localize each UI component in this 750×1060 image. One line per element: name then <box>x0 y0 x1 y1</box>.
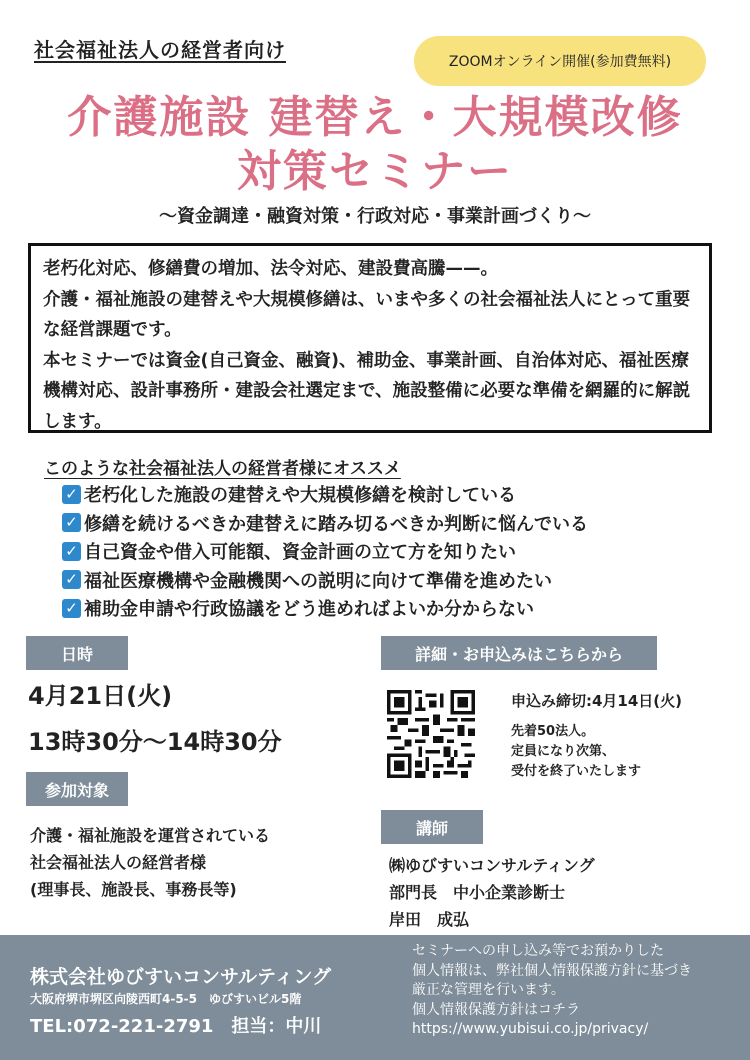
company-address: 大阪府堺市堺区向陵西町4-5-5 ゆびすいビル5階 <box>30 992 302 1006</box>
intro-line: 本セミナーでは資金(自己資金、融資)、補助金、事業計画、自治体対応、福祉医療機構対応、設計事務所・建設会社選定まで、施設整備に必要な準備を網羅的に解説します。 <box>43 350 691 432</box>
recommend-item <box>62 509 588 538</box>
lecturer-line: ㈱ゆびすいコンサルティング <box>389 856 595 875</box>
schedule-label: 日時 <box>26 636 128 670</box>
capacity-line: 先着50法人。 <box>511 724 595 739</box>
lecturer-info <box>389 852 595 933</box>
privacy-line: 厳正な管理を行います。 <box>412 982 565 998</box>
privacy-line: 個人情報保護方針はコチラ <box>412 1001 580 1018</box>
privacy-line: セミナーへの申し込み等でお預かりした <box>412 943 664 959</box>
capacity-line: 受付を終了いたします <box>511 764 642 779</box>
privacy-note <box>412 942 692 1040</box>
recommend-item-label: 自己資金や借入可能額、資金計画の立て方を知りたい <box>84 542 516 564</box>
target-line: 社会福祉法人の経営者様 <box>30 853 207 872</box>
capacity-note <box>511 722 641 782</box>
company-tel: TEL:072-221-2791 担当：中川 <box>30 1016 322 1037</box>
intro-line: 介護・福祉施設の建替えや大規模修繕は、いまや多くの社会福祉法人にとって重要な経営課題です。 <box>43 289 691 340</box>
privacy-line: 個人情報は、弊社個人情報保護方針に基づき <box>412 962 692 979</box>
recommend-item-label: 補助金申請や行政協議をどう進めればよいか分からない <box>84 599 534 621</box>
seminar-title-line2: 対策セミナー <box>237 146 513 197</box>
online-badge: ZOOMオンライン開催(参加費無料) <box>414 36 706 86</box>
recommend-item <box>62 480 588 509</box>
lecturer-line: 部門長 中小企業診断士 <box>389 883 566 902</box>
company-name: 株式会社ゆびすいコンサルティング <box>30 966 332 988</box>
checkbox-checked-icon: ✓ <box>62 570 81 589</box>
target-label: 参加対象 <box>26 772 128 806</box>
seminar-title-line1: 介護施設 建替え・大規模改修 <box>67 92 683 143</box>
recommend-item-label: 老朽化した施設の建替えや大規模修繕を検討している <box>84 485 516 507</box>
seminar-subtitle: 〜資金調達・融資対策・行政対応・事業計画づくり〜 <box>159 206 591 227</box>
recommend-item-label: 福祉医療機構や金融機関への説明に向けて準備を進めたい <box>84 570 552 592</box>
privacy-link[interactable]: https://www.yubisui.co.jp/privacy/ <box>412 1021 649 1037</box>
qr-code-icon[interactable] <box>387 690 475 778</box>
recommend-heading: このような社会福祉法人の経営者様にオススメ <box>44 459 401 479</box>
recommend-item <box>62 594 588 623</box>
seminar-time: 13時30分〜14時30分 <box>28 728 282 756</box>
target-line: (理事長、施設長、事務長等) <box>30 880 237 899</box>
target-line: 介護・福祉施設を運営されている <box>30 826 271 845</box>
checkbox-checked-icon: ✓ <box>62 513 81 532</box>
audience-heading: 社会福祉法人の経営者向け <box>34 38 286 62</box>
recommend-item <box>62 537 588 566</box>
recommend-list <box>62 480 588 623</box>
capacity-line: 定員になり次第、 <box>511 744 616 759</box>
lecturer-line: 岸田 成弘 <box>389 910 470 929</box>
apply-deadline: 申込み締切:4月14日(火) <box>511 692 683 710</box>
checkbox-checked-icon: ✓ <box>62 599 81 618</box>
recommend-item <box>62 566 588 595</box>
seminar-date: 4月21日(火) <box>28 682 173 710</box>
lecturer-label: 講師 <box>381 810 483 844</box>
checkbox-checked-icon: ✓ <box>62 485 81 504</box>
intro-box <box>28 243 712 433</box>
target-description <box>30 822 270 903</box>
intro-line: 老朽化対応、修繕費の増加、法令対応、建設費高騰——。 <box>43 259 498 279</box>
checkbox-checked-icon: ✓ <box>62 542 81 561</box>
apply-label: 詳細・お申込みはこちらから <box>381 636 657 670</box>
recommend-item-label: 修繕を続けるべきか建替えに踏み切るべきか判断に悩んでいる <box>84 513 588 535</box>
